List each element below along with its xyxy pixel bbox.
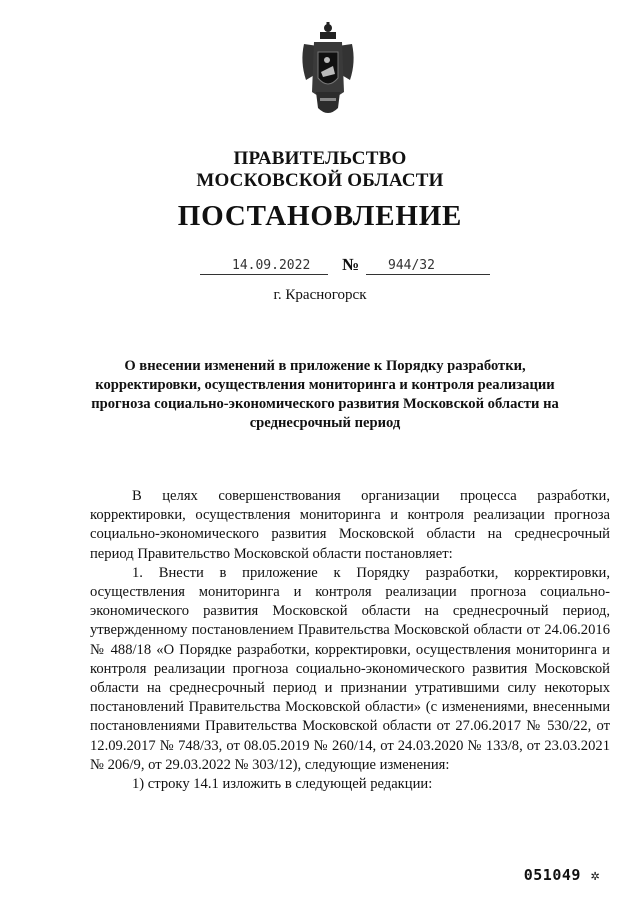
body-paragraph: В целях совершенствования организации процесса разработки, корректировки, осуществления мониторинга и контроля реализации прогноза социально-экономического развития Московской области на среднесрочный период Правительство Московской области постановляет: [90, 488, 610, 562]
document-number: 944/32 [388, 258, 435, 273]
body-paragraph: 1) строку 14.1 изложить в следующей редакции: [132, 776, 433, 793]
asterisk-mark: ✲ [590, 866, 600, 884]
document-title: О внесении изменений в приложение к Порядку разработки, корректировки, осуществления мониторинга и контроля реализации прогноза социально-экономического развития Московской области на среднесрочный период [91, 358, 559, 431]
document-body [90, 487, 610, 794]
date-underline [200, 274, 328, 275]
coat-of-arms-icon [300, 22, 356, 122]
document-code [524, 866, 600, 884]
number-underline [366, 274, 490, 275]
document-type: ПОСТАНОВЛЕНИЕ [177, 200, 463, 232]
number-sign: № [342, 255, 360, 274]
document-date: 14.09.2022 [232, 258, 311, 273]
body-paragraph: 1. Внести в приложение к Порядку разработки, корректировки, осуществления мониторинга и контроля реализации прогноза социально-экономического развития Московской области на среднесрочный период, утвержденному постановлением Правительства Московской области от 24.06.2016 № 488/18 «О Порядке разработки, корректировки, осуществления мониторинга и контроля реализации прогноза социально-экономического развития Московской области на среднесрочный период и признании утратившими силу некоторых постановлений Правительства Московской области» (с изменениями, внесенными постановлениями Правительства Московской области от 27.06.2017 № 530/22, от 12.09.2017 № 748/33, от 08.05.2019 № 260/14, от 24.03.2020 № 133/8, от 23.03.2021 № 206/9, от 29.03.2022 № 303/12), следующие изменения: [90, 564, 610, 773]
city-label: г. Красногорск [273, 287, 367, 303]
authority-name-line2: МОСКОВСКОЙ ОБЛАСТИ [196, 170, 444, 191]
serial-number: 051049 [523, 866, 581, 884]
authority-name-line1: ПРАВИТЕЛЬСТВО [233, 148, 407, 169]
